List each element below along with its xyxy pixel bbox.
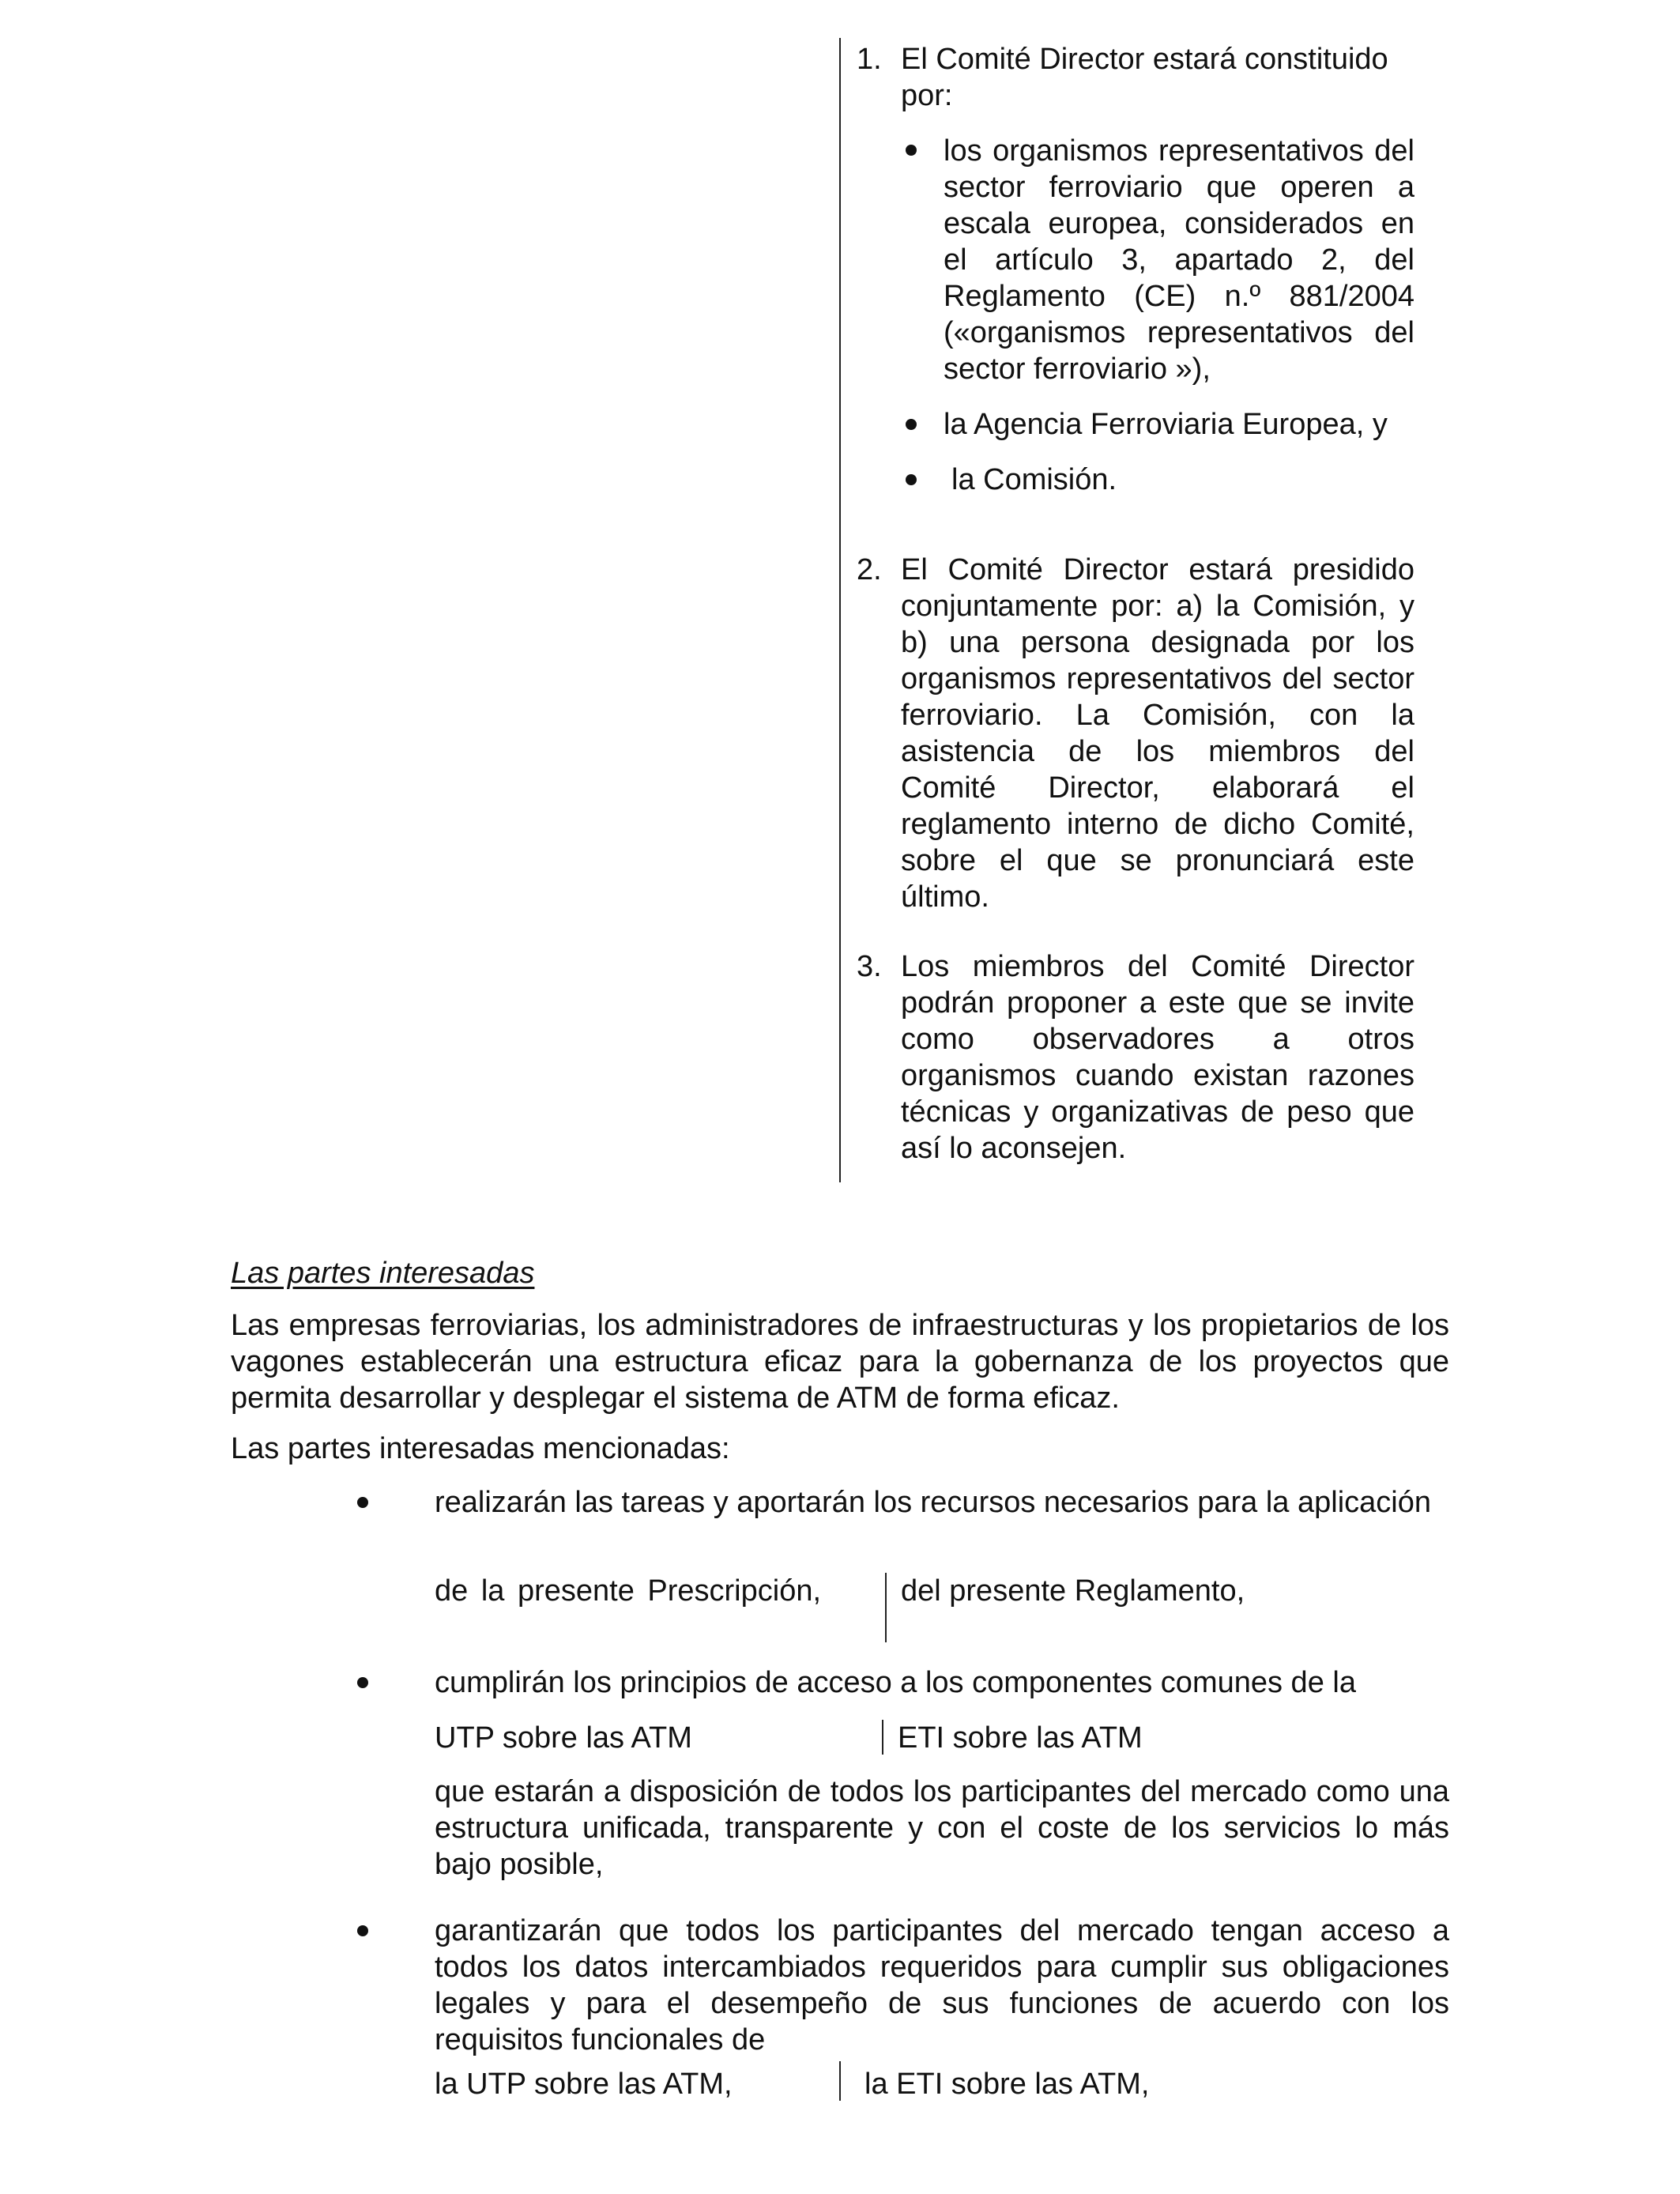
variant-divider (885, 1573, 887, 1642)
bullet-icon (906, 474, 917, 485)
variant-divider (882, 1720, 883, 1755)
subbullet-3-text: la Comisión. (951, 463, 1117, 496)
bullet-1-variant-left: de la presente Prescripción, (435, 1574, 822, 1608)
subbullet-2-text: la Agencia Ferroviaria Europea, y (944, 408, 1388, 441)
item-2-number: 2. (857, 553, 882, 586)
bullet-3-variant-left: la UTP sobre las ATM, (435, 2068, 733, 2101)
bullet-2-variant-left: UTP sobre las ATM (435, 1721, 692, 1755)
section-lead: Las partes interesadas mencionadas: (231, 1432, 730, 1465)
bullet-2-variant-right: ETI sobre las ATM (898, 1721, 1143, 1755)
item-3-text: Los miembros del Comité Director podrán proponer a este que se invite como observadores a otros organismos cuando existan razones técnicas y organizativas de peso que así lo aconsejen. (901, 950, 1414, 1165)
section-heading: Las partes interesadas (231, 1257, 535, 1290)
section-intro: Las empresas ferroviarias, los administradores de infraestructuras y los propietarios de los vagones establecerán una estructura eficaz para la gobernanza de los proyectos que permita desarrollar y desplegar el sistema de ATM de forma eficaz. (231, 1309, 1449, 1415)
bullet-2-text: cumplirán los principios de acceso a los componentes comunes de la (435, 1666, 1356, 1699)
bullet-1-variant-right: del presente Reglamento, (901, 1574, 1245, 1608)
bullet-icon (357, 1925, 368, 1936)
bullet-icon (357, 1677, 368, 1688)
variant-divider (839, 2061, 841, 2101)
column-divider (839, 38, 841, 1182)
bullet-icon (357, 1497, 368, 1508)
item-1-text: El Comité Director estará constituido por: (901, 43, 1388, 112)
item-3-number: 3. (857, 950, 882, 983)
bullet-icon (906, 145, 917, 156)
bullet-2-continuation: que estarán a disposición de todos los participantes del mercado como una estructura unificada, transparente y con el coste de los servicios lo más bajo posible, (435, 1775, 1449, 1881)
bullet-icon (906, 419, 917, 430)
bullet-1-text: realizarán las tareas y aportarán los recursos necesarios para la aplicación (435, 1486, 1431, 1519)
bullet-3-variant-right: la ETI sobre las ATM, (864, 2068, 1150, 2101)
bullet-3-text: garantizarán que todos los participantes del mercado tengan acceso a todos los datos intercambiados requeridos para cumplir sus obligaciones legales y para el desempeño de sus funciones de acuerdo con los requisitos funcionales de (435, 1914, 1449, 2056)
subbullet-1-text: los organismos representativos del sector ferroviario que operen a escala europea, considerados en el artículo 3, apartado 2, del Reglamento (CE) n.º 881/2004 («organismos representativos del sector ferroviario »), (944, 134, 1414, 386)
item-2-text: El Comité Director estará presidido conjuntamente por: a) la Comisión, y b) una persona designada por los organismos representativos del sector ferroviario. La Comisión, con la asistencia de los miembros del Comité Director, elaborará el reglamento interno de dicho Comité, sobre el que se pronunciará este último. (901, 553, 1414, 914)
item-1-number: 1. (857, 43, 882, 76)
